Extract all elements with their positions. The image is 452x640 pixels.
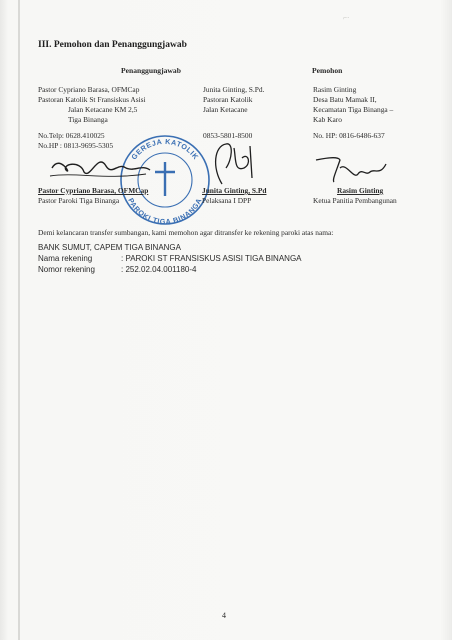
right-signature [310,152,390,186]
left-handphone: No.HP : 0813-9695-5305 [38,141,114,150]
stamp-top-text: GEREJA KATOLIK [129,136,201,162]
middle-name: Junita Ginting, S.Pd. [203,85,265,94]
account-number-label: Nomor rekening [38,265,95,274]
right-address-1: Desa Batu Mamak II, [313,95,377,104]
right-signatory-name: Rasim Ginting [337,186,384,195]
right-address-2: Kecamatan Tiga Binanga – [313,105,394,114]
middle-telephone: 0853-5801-8500 [203,131,253,140]
transfer-note: Demi kelancaran transfer sumbangan, kami memohon agar ditransfer ke rekening paroki atas nama: [38,228,334,237]
page-fold-line [18,0,20,640]
right-handphone: No. HP: 0816-6486-637 [313,131,385,140]
page-number: 4 [222,611,226,620]
account-name-label: Nama rekening [38,254,93,263]
middle-signatory-role: Pelaksana I DPP [202,196,252,205]
right-name: Rasim Ginting [313,85,357,94]
column-heading-penanggungjawab: Penanggungjawab [121,66,181,75]
section-title: III. Pemohon dan Penanggungjawab [38,40,187,50]
left-address-2: Tiga Binanga [68,115,108,124]
left-org: Pastoran Katolik St Fransiskus Asisi [38,95,146,104]
scan-mark: ⌐· [343,14,350,22]
left-signatory-role: Pastor Paroki Tiga Binanga [38,196,120,205]
left-name: Pastor Cypriano Barasa, OFMCap [38,85,140,94]
bank-name: BANK SUMUT, CAPEM TIGA BINANGA [38,243,181,252]
left-signature [46,146,156,186]
cross-icon [155,162,175,196]
column-heading-pemohon: Pemohon [312,66,343,75]
account-name-value: : PAROKI ST FRANSISKUS ASISI TIGA BINANGA [121,254,302,263]
left-address-1: Jalan Ketacane KM 2,5 [68,105,138,114]
middle-address: Jalan Ketacane [203,105,248,114]
left-signatory-name: Pastor Cypriano Barasa, OFMCap [38,186,149,195]
right-address-3: Kab Karo [313,115,342,124]
middle-signatory-name: Junita Ginting, S.Pd [202,186,267,195]
stamp-bottom-text: PAROKI TIGA BINANGA [126,196,204,227]
account-number-value: : 252.02.04.001180-4 [121,265,197,274]
left-telephone: No.Telp: 0628.410025 [38,131,105,140]
middle-signature [200,138,270,188]
middle-org: Pastoran Katolik [203,95,253,104]
right-signatory-role: Ketua Panitia Pembangunan [313,196,397,205]
